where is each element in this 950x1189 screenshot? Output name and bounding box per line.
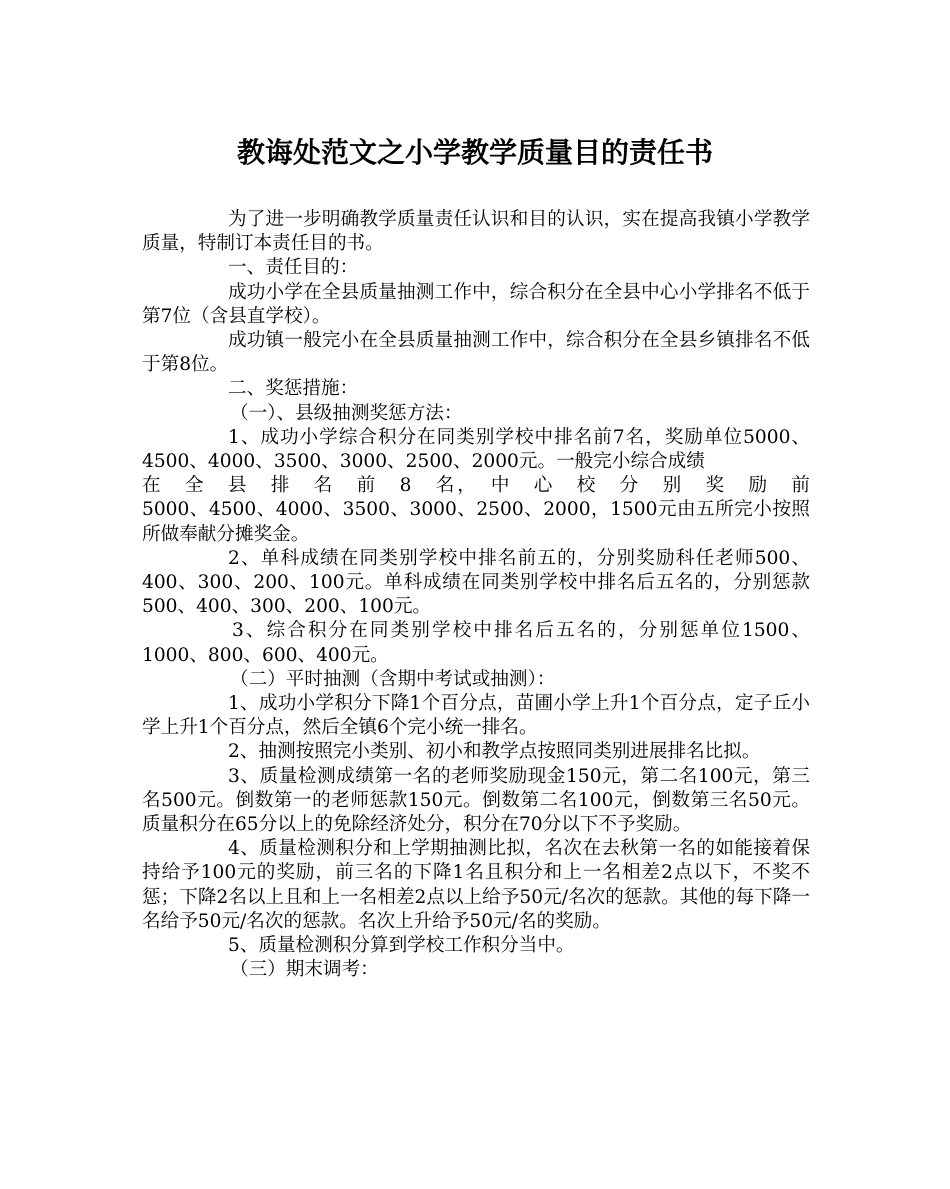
subheading-regular-test: （二）平时抽测（含期中考试或抽测）： [230, 668, 556, 690]
document-title: 教诲处范文之小学教学质量目的责任书 [236, 136, 713, 169]
paragraph-regular-1: 1、成功小学积分下降1个百分点，苗圃小学上升1个百分点，定子丘小学上升1个百分点，然后全镇6个完小统一排名。 [142, 693, 810, 739]
subheading-final-exam: （三）期末调考： [230, 959, 379, 981]
paragraph-goal-1: 成功小学在全县质量抽测工作中，综合积分在全县中心小学排名不低于第7位（含县直学校）。 [142, 281, 810, 327]
paragraph-regular-5: 5、质量检测积分算到学校工作积分当中。 [228, 935, 575, 957]
paragraph-county-2: 2、单科成绩在同类别学校中排名前五的，分别奖励科任老师500、400、300、200、100元。单科成绩在同类别学校中排名后五名的，分别惩款500、400、300、200、100元。 [142, 547, 810, 618]
paragraph-regular-4: 4、质量检测积分和上学期抽测比拟，名次在去秋第一名的如能接着保持给予100元的奖励，前三名的下降1名且积分和上一名相差2点以下，不奖不惩；下降2名以上且和上一名相差2点以上给予50元/名次的惩款。其他的每下降一名给予50元/名次的惩款。名次上升给予50元/名的奖励。 [142, 838, 810, 932]
paragraph-regular-2: 2、抽测按照完小类别、初小和教学点按照同类别进展排名比拟。 [228, 741, 761, 763]
paragraph-intro: 为了进一步明确教学质量责任认识和目的认识，实在提高我镇小学教学质量，特制订本责任目的书。 [142, 209, 810, 255]
document-body [142, 208, 810, 983]
subheading-county-test: （一）、县级抽测奖惩方法： [230, 402, 463, 424]
paragraph-county-3: 3、综合积分在同类别学校中排名后五名的，分别惩单位1500、1000、800、600、400元。 [142, 620, 810, 666]
heading-responsibility-goal: 一、责任目的： [228, 257, 359, 279]
paragraph-county-1a: 1、成功小学综合积分在同类别学校中排名前7名，奖励单位5000、4500、4000、3500、3000、2500、2000元。一般完小综合成绩 [142, 426, 810, 473]
paragraph-county-1c: 5000、4500、4000、3500、3000、2500、2000，1500元由五所完小按照所做奉献分摊奖金。 [142, 499, 810, 545]
paragraph-regular-3: 3、质量检测成绩第一名的老师奖励现金150元，第二名100元，第三名500元。倒数第一的老师惩款150元。倒数第二名100元，倒数第三名50元。质量积分在65分以上的免除经济处分，积分在70分以下不予奖励。 [142, 765, 810, 836]
heading-rewards-penalties: 二、奖惩措施： [228, 378, 359, 400]
paragraph-goal-2: 成功镇一般完小在全县质量抽测工作中，综合积分在全县乡镇排名不低于第8位。 [142, 330, 810, 376]
paragraph-county-1b: 在 全 县 排 名 前 8 名， 中 心 校 分 别 奖 励 前 [142, 475, 810, 497]
